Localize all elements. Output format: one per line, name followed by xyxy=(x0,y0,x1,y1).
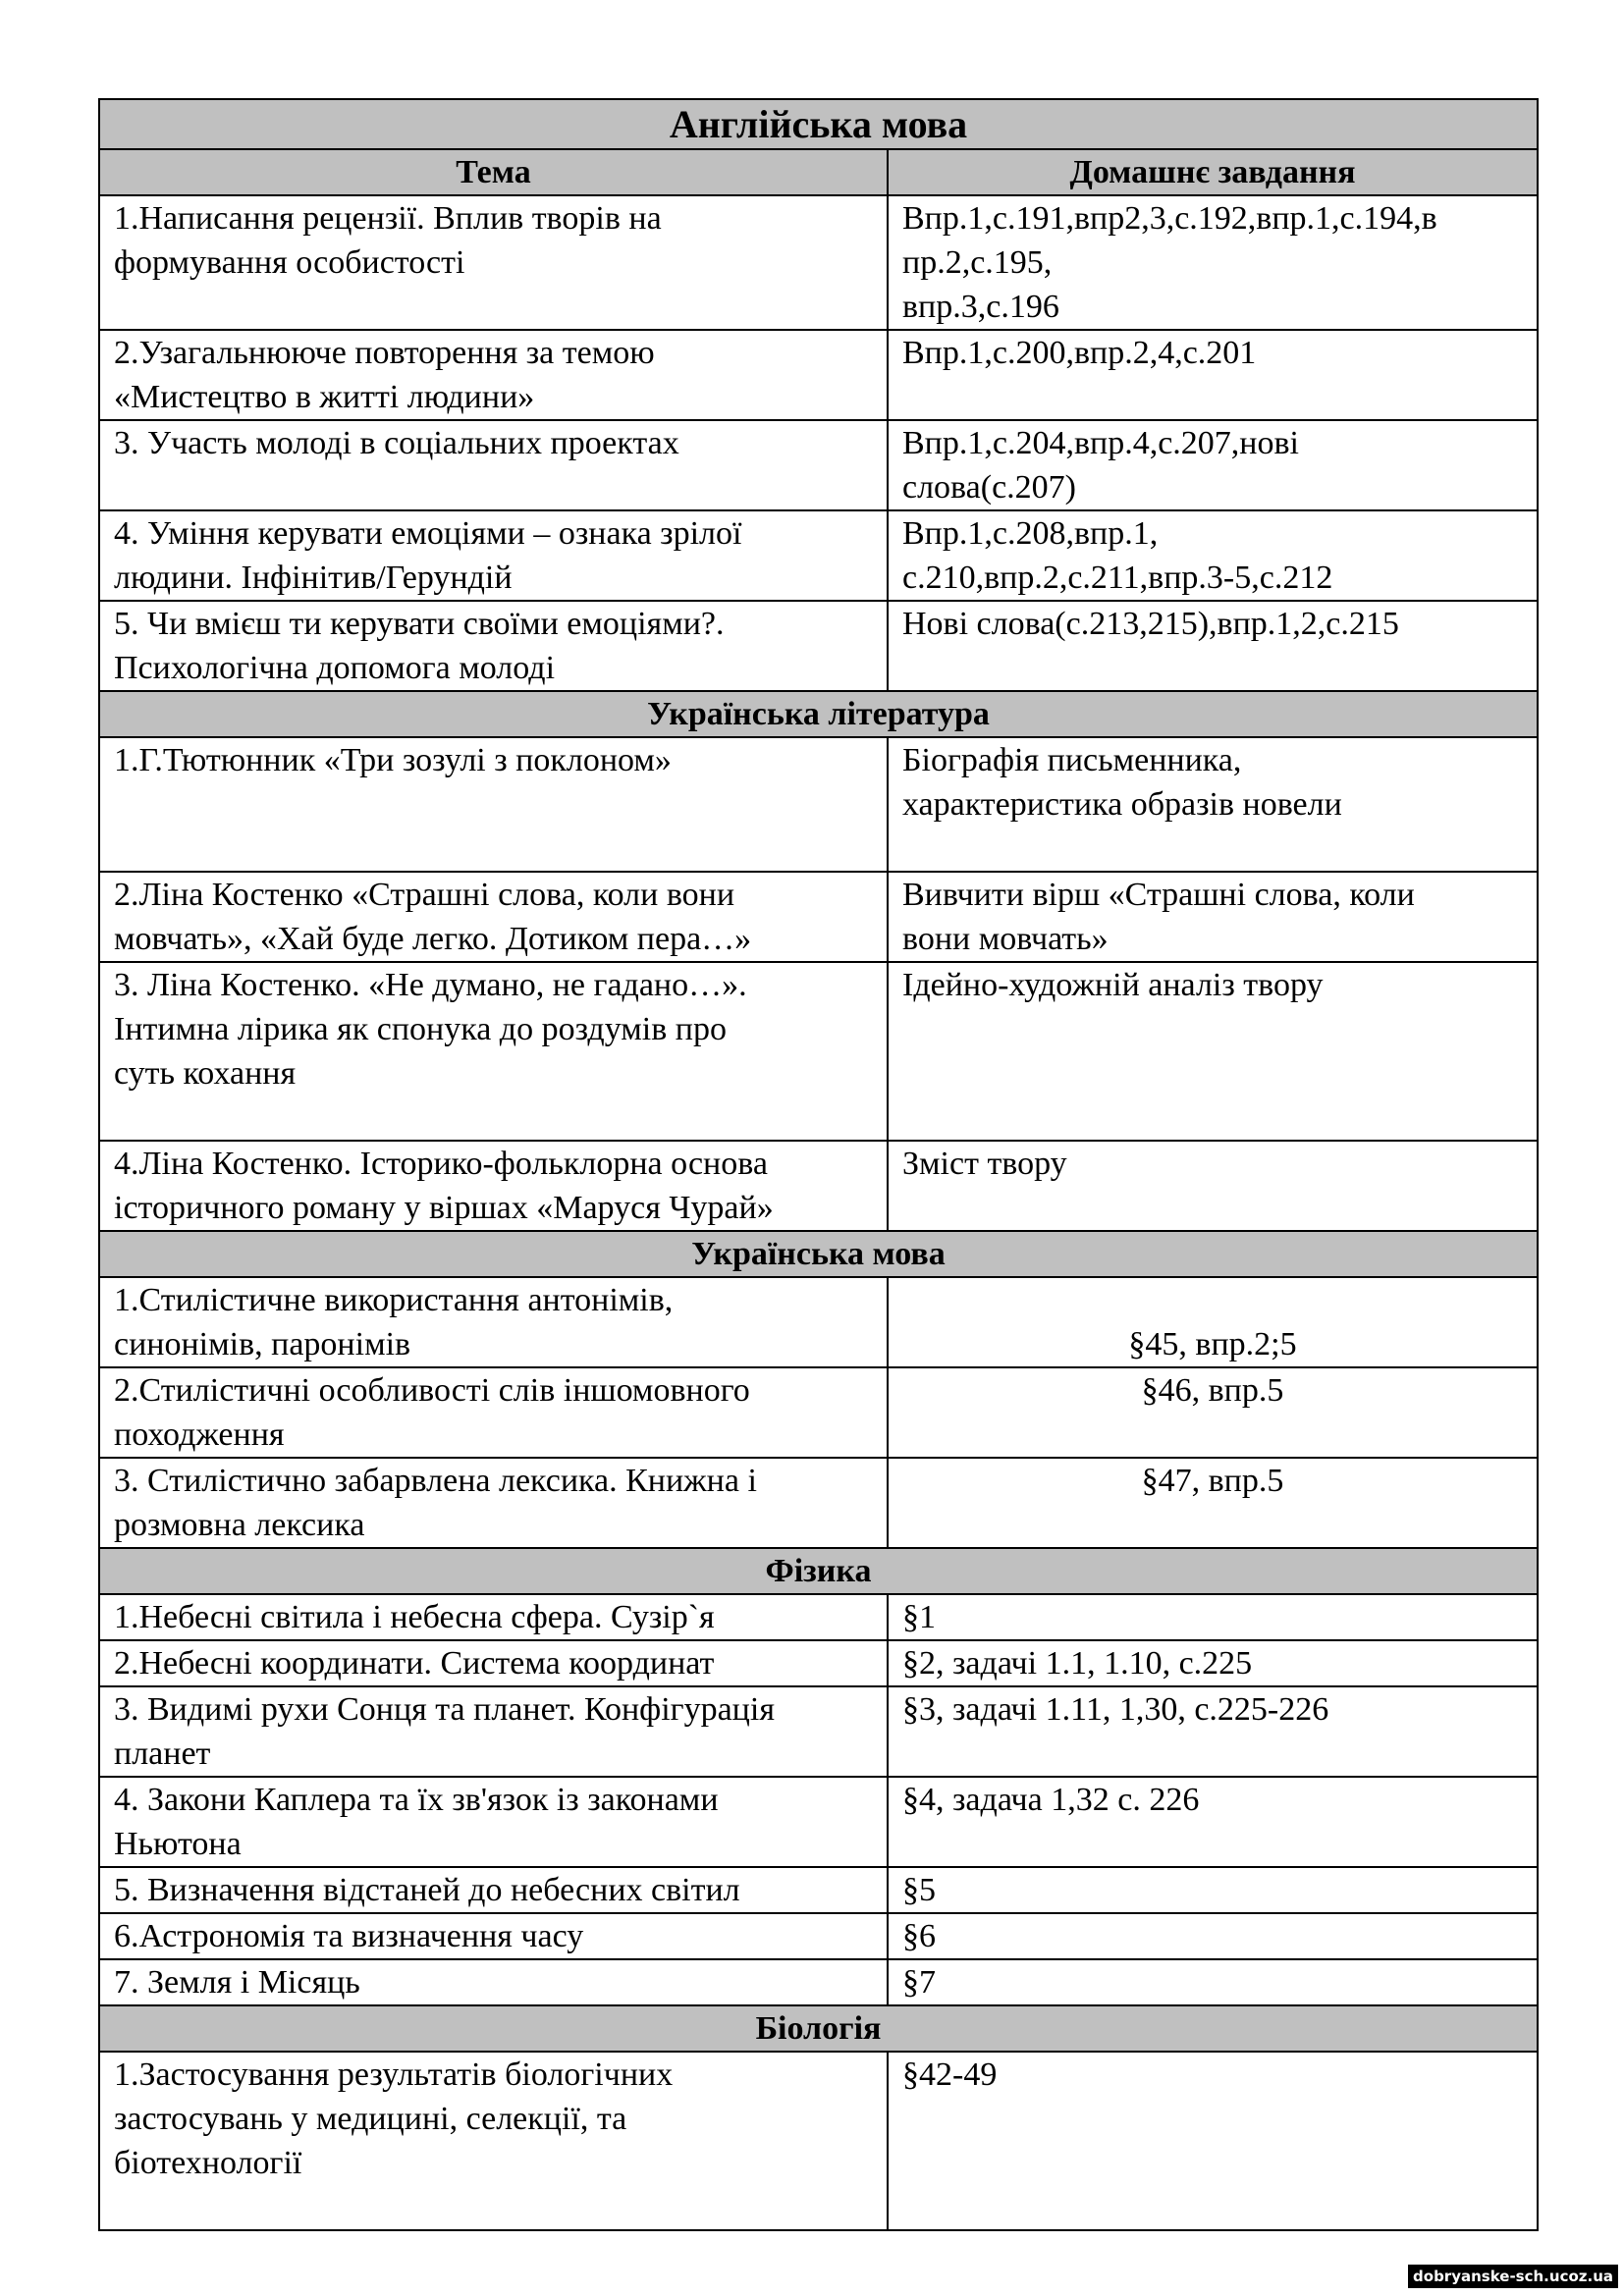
topic-cell xyxy=(99,872,888,962)
section-title: Біологія xyxy=(99,2005,1538,2052)
topic-cell-line: Психологічна допомога молоді xyxy=(114,650,556,686)
table-row xyxy=(99,510,1538,601)
topic-cell xyxy=(99,1141,888,1231)
homework-cell xyxy=(888,1959,1538,2005)
table-row xyxy=(99,872,1538,962)
homework-cell-line: слова(с.207) xyxy=(902,469,1076,506)
topic-cell xyxy=(99,1959,888,2005)
topic-cell-line: 4. Закони Каплера та їх зв'язок із законами xyxy=(114,1782,719,1818)
topic-cell-line: людини. Інфінітив/Герундій xyxy=(114,560,513,596)
topic-cell-line: 3. Видимі рухи Сонця та планет. Конфігурація xyxy=(114,1691,775,1728)
table-row xyxy=(99,2052,1538,2230)
homework-cell xyxy=(888,962,1538,1141)
homework-cell xyxy=(888,1913,1538,1959)
section-heading-row xyxy=(99,99,1538,149)
topic-cell-line: 2.Небесні координати. Система координат xyxy=(114,1645,715,1682)
homework-cell-line: §46, впр.5 xyxy=(1141,1372,1284,1409)
section-heading-row xyxy=(99,691,1538,737)
homework-cell-line: характеристика образів новели xyxy=(902,786,1342,823)
topic-cell-line: 7. Земля і Місяць xyxy=(114,1964,360,2001)
table-row xyxy=(99,1367,1538,1458)
homework-table xyxy=(98,98,1539,2231)
homework-cell xyxy=(888,1594,1538,1640)
topic-cell-line: 1.Написання рецензії. Вплив творів на xyxy=(114,200,662,237)
topic-cell xyxy=(99,1913,888,1959)
section-title: Англійська мова xyxy=(99,99,1538,149)
topic-cell-line: 3. Стилістично забарвлена лексика. Книжна і xyxy=(114,1463,757,1499)
table-row xyxy=(99,962,1538,1141)
table-row xyxy=(99,737,1538,872)
homework-cell-line: с.210,впр.2,с.211,впр.3-5,с.212 xyxy=(902,560,1333,596)
topic-cell-line: 5. Чи вмієш ти керувати своїми емоціями?. xyxy=(114,606,725,642)
homework-cell-line: §42-49 xyxy=(902,2056,998,2093)
table-row xyxy=(99,330,1538,420)
topic-cell xyxy=(99,195,888,330)
topic-cell-line: історичного роману у віршах «Маруся Чурай» xyxy=(114,1190,774,1226)
section-title: Українська мова xyxy=(99,1231,1538,1277)
homework-cell xyxy=(888,601,1538,691)
topic-cell xyxy=(99,510,888,601)
table-row xyxy=(99,1686,1538,1777)
homework-cell-line: §6 xyxy=(902,1918,936,1954)
topic-cell-line: походження xyxy=(114,1416,285,1453)
topic-cell xyxy=(99,962,888,1141)
homework-cell xyxy=(888,330,1538,420)
topic-cell-line: розмовна лексика xyxy=(114,1507,365,1543)
homework-cell xyxy=(888,195,1538,330)
topic-cell-line: 2.Узагальнююче повторення за темою xyxy=(114,335,655,371)
column-header-homework: Домашнє завдання xyxy=(888,149,1538,195)
topic-cell xyxy=(99,1686,888,1777)
topic-cell-line: 2.Стилістичні особливості слів іншомовного xyxy=(114,1372,750,1409)
topic-cell-line: застосувань у медицині, селекції, та xyxy=(114,2101,627,2137)
homework-cell xyxy=(888,510,1538,601)
table-row xyxy=(99,1777,1538,1867)
homework-cell xyxy=(888,1277,1538,1367)
topic-cell-line: Інтимна лірика як спонука до роздумів про xyxy=(114,1011,727,1047)
topic-cell xyxy=(99,737,888,872)
homework-cell-line: §47, впр.5 xyxy=(1141,1463,1284,1499)
homework-cell-line: §2, задачі 1.1, 1.10, с.225 xyxy=(902,1645,1253,1682)
topic-cell xyxy=(99,1777,888,1867)
topic-cell-line: 1.Застосування результатів біологічних xyxy=(114,2056,674,2093)
table-row xyxy=(99,601,1538,691)
homework-cell-line: Біографія письменника, xyxy=(902,742,1242,778)
homework-cell-line: Ідейно-художній аналіз твору xyxy=(902,967,1324,1003)
topic-cell xyxy=(99,330,888,420)
section-heading-row xyxy=(99,1548,1538,1594)
homework-cell-line: Нові слова(с.213,215),впр.1,2,с.215 xyxy=(902,606,1399,642)
topic-cell-line: 1.Небесні світила і небесна сфера. Сузір`я xyxy=(114,1599,715,1635)
topic-cell-line: планет xyxy=(114,1735,211,1772)
topic-cell-line: 5. Визначення відстаней до небесних світил xyxy=(114,1872,740,1908)
homework-cell-line: §7 xyxy=(902,1964,936,2001)
table-row xyxy=(99,195,1538,330)
topic-cell-line: 4. Уміння керувати емоціями – ознака зрілої xyxy=(114,515,742,552)
homework-cell-line: пр.2,с.195, xyxy=(902,244,1053,281)
homework-cell xyxy=(888,1777,1538,1867)
homework-cell xyxy=(888,2052,1538,2230)
homework-cell xyxy=(888,1867,1538,1913)
topic-cell-line: біотехнології xyxy=(114,2145,302,2181)
topic-cell-line: 3. Участь молоді в соціальних проектах xyxy=(114,425,679,461)
topic-cell xyxy=(99,420,888,510)
homework-table-body xyxy=(99,99,1538,2230)
topic-cell-line: 4.Ліна Костенко. Історико-фольклорна основа xyxy=(114,1146,768,1182)
topic-cell-line: 2.Ліна Костенко «Страшні слова, коли вони xyxy=(114,877,735,913)
homework-cell-line: §4, задача 1,32 с. 226 xyxy=(902,1782,1200,1818)
homework-cell-line: Впр.1,с.208,впр.1, xyxy=(902,515,1159,552)
topic-cell-line: 3. Ліна Костенко. «Не думано, не гадано…». xyxy=(114,967,747,1003)
column-header-topic: Тема xyxy=(99,149,888,195)
homework-cell xyxy=(888,1141,1538,1231)
topic-cell-line: Ньютона xyxy=(114,1826,242,1862)
topic-cell-line: синонімів, паронімів xyxy=(114,1326,411,1362)
homework-cell-line: §5 xyxy=(902,1872,936,1908)
topic-cell-line: «Мистецтво в житті людини» xyxy=(114,379,535,415)
topic-cell-line: 6.Астрономія та визначення часу xyxy=(114,1918,584,1954)
topic-cell-line: 1.Г.Тютюнник «Три зозулі з поклоном» xyxy=(114,742,672,778)
table-row xyxy=(99,1867,1538,1913)
topic-cell xyxy=(99,1867,888,1913)
homework-cell-line: §3, задачі 1.11, 1,30, с.225-226 xyxy=(902,1691,1329,1728)
table-row xyxy=(99,1913,1538,1959)
homework-cell-line: Вивчити вірш «Страшні слова, коли xyxy=(902,877,1415,913)
homework-cell-line: §1 xyxy=(902,1599,936,1635)
topic-cell xyxy=(99,1640,888,1686)
topic-cell xyxy=(99,1277,888,1367)
homework-cell-line: впр.3,с.196 xyxy=(902,289,1059,325)
homework-cell xyxy=(888,872,1538,962)
topic-cell-line: формування особистості xyxy=(114,244,465,281)
section-heading-row xyxy=(99,2005,1538,2052)
section-title: Українська література xyxy=(99,691,1538,737)
topic-cell xyxy=(99,1458,888,1548)
homework-cell xyxy=(888,1640,1538,1686)
table-row xyxy=(99,1640,1538,1686)
table-row xyxy=(99,1458,1538,1548)
homework-cell-line: Впр.1,с.204,впр.4,с.207,нові xyxy=(902,425,1299,461)
homework-cell-line: §45, впр.2;5 xyxy=(1128,1326,1297,1362)
table-row xyxy=(99,1277,1538,1367)
homework-cell xyxy=(888,737,1538,872)
homework-cell xyxy=(888,1458,1538,1548)
topic-cell xyxy=(99,2052,888,2230)
section-title: Фізика xyxy=(99,1548,1538,1594)
table-row xyxy=(99,420,1538,510)
homework-cell-line: Впр.1,с.191,впр2,3,с.192,впр.1,с.194,в xyxy=(902,200,1437,237)
topic-cell xyxy=(99,601,888,691)
homework-cell xyxy=(888,1686,1538,1777)
topic-cell-line: мовчать», «Хай буде легко. Дотиком пера…» xyxy=(114,921,752,957)
homework-cell xyxy=(888,420,1538,510)
column-header-row xyxy=(99,149,1538,195)
site-watermark: dobryanske-sch.ucoz.ua xyxy=(1408,2265,1618,2288)
topic-cell xyxy=(99,1367,888,1458)
table-row xyxy=(99,1594,1538,1640)
table-row xyxy=(99,1959,1538,2005)
homework-cell-line: Впр.1,с.200,впр.2,4,с.201 xyxy=(902,335,1257,371)
section-heading-row xyxy=(99,1231,1538,1277)
topic-cell-line: суть кохання xyxy=(114,1055,297,1092)
topic-cell-line: 1.Стилістичне використання антонімів, xyxy=(114,1282,674,1318)
table-row xyxy=(99,1141,1538,1231)
homework-cell xyxy=(888,1367,1538,1458)
topic-cell xyxy=(99,1594,888,1640)
homework-cell-line: вони мовчать» xyxy=(902,921,1109,957)
homework-cell-line: Зміст твору xyxy=(902,1146,1067,1182)
